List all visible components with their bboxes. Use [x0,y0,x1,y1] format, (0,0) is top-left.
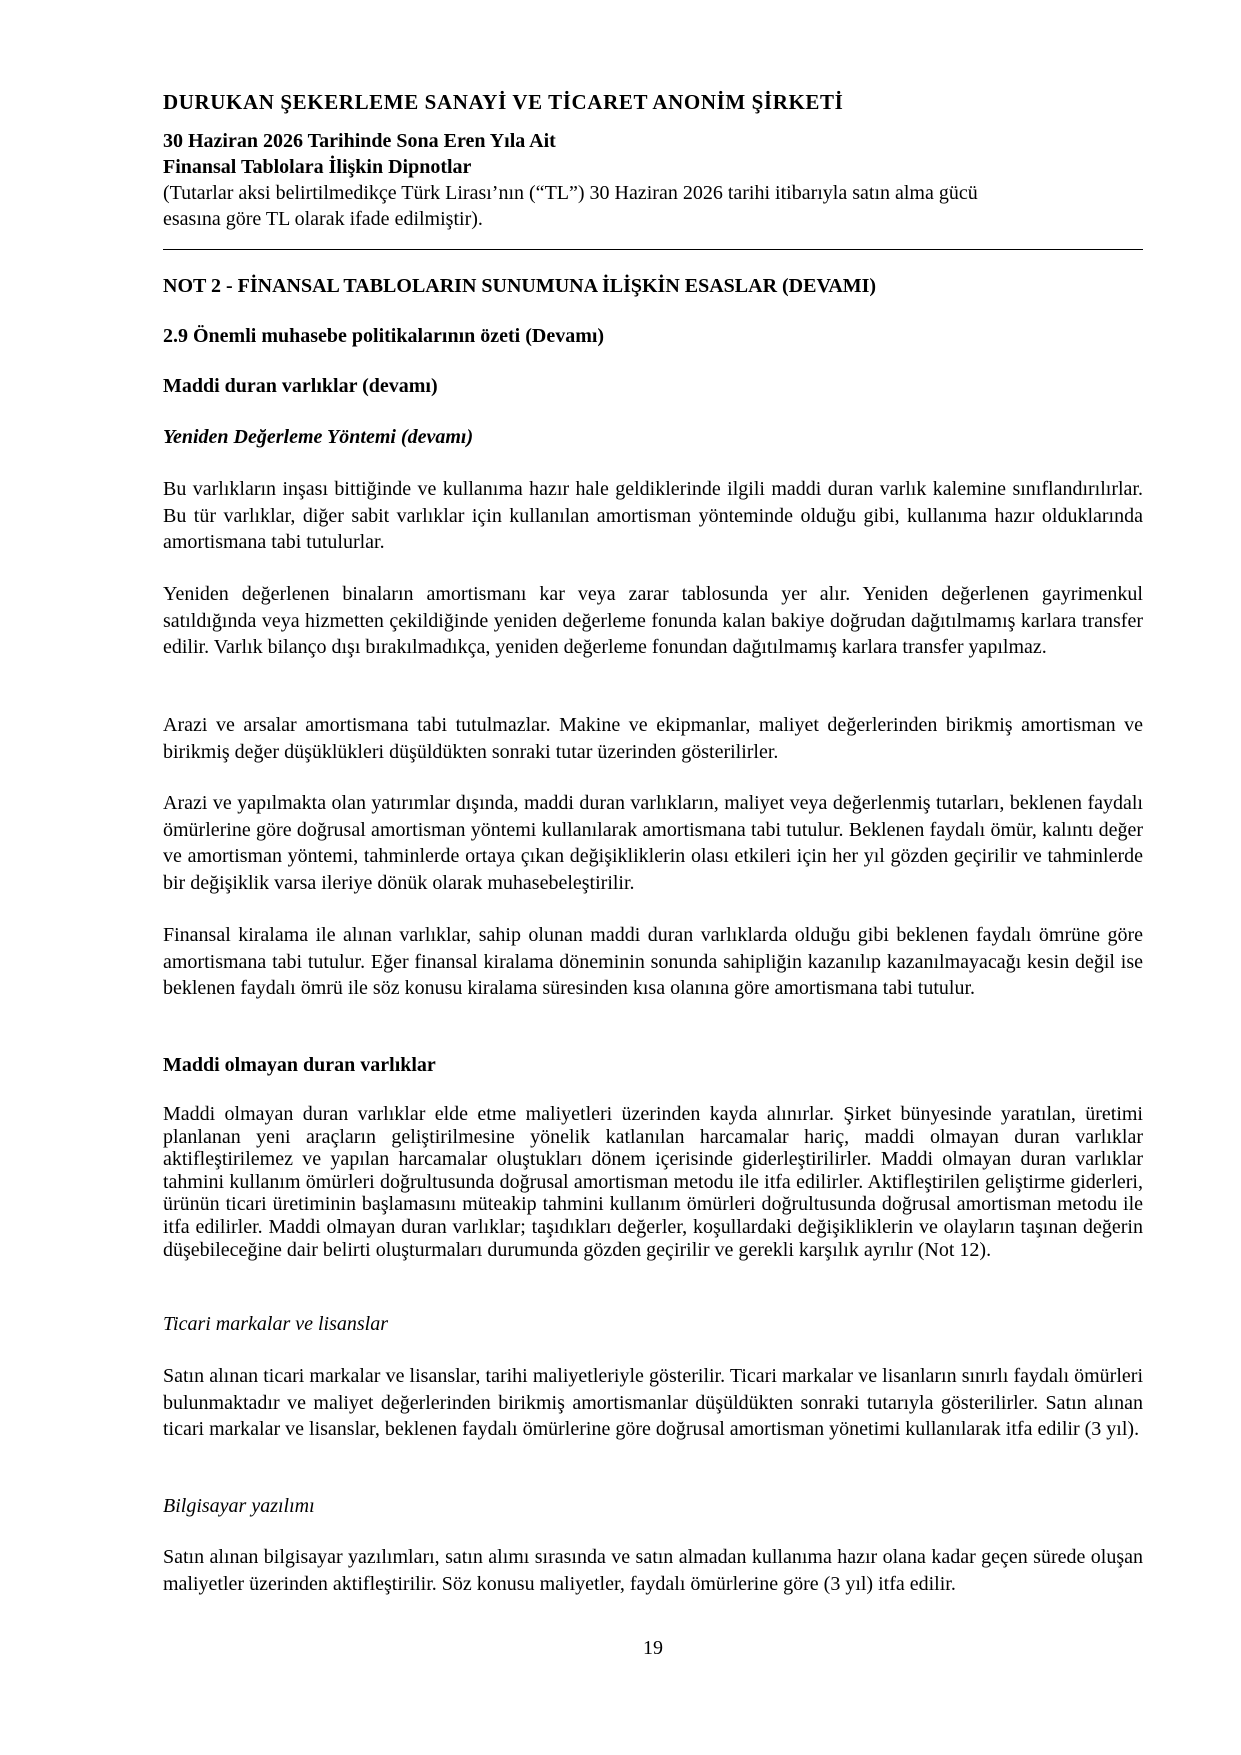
report-period: 30 Haziran 2026 Tarihinde Sona Eren Yıla Ait [163,130,556,152]
notes-title: Finansal Tablolara İlişkin Dipnotlar [163,156,472,178]
tangible-assets-title: Maddi duran varlıklar (devamı) [163,375,438,397]
currency-note-line2: esasına göre TL olarak ifade edilmiştir). [163,208,483,230]
header-divider [163,249,1143,250]
page-number: 19 [643,1637,663,1659]
note-title: NOT 2 - FİNANSAL TABLOLARIN SUNUMUNA İLİŞKİN ESASLAR (DEVAMI) [163,275,877,297]
paragraph-finance-lease: Finansal kiralama ile alınan varlıklar, sahip olunan maddi duran varlıklarda olduğu gibi beklenen faydalı ömrüne göre amortismana tabi tutulur. Eğer finansal kiralama döneminin sonunda sahipliğin kazanılıp kazanılmayacağı kesin değil ise beklenen faydalı ömrü ile söz konusu kiralama süresinden kısa olanına göre amortismana tabi tutulur. [163,924,1143,999]
currency-note-line1: (Tutarlar aksi belirtilmedikçe Türk Lirası’nın (“TL”) 30 Haziran 2026 tarihi itibarıyla satın alma gücü [163,182,978,204]
revaluation-title: Yeniden Değerleme Yöntemi (devamı) [163,426,474,448]
paragraph-trademarks: Satın alınan ticari markalar ve lisanslar, tarihi maliyetleriyle gösterilir. Ticari markalar ve lisanların sınırlı faydalı ömürleri bulunmaktadır ve maliyet değerlerinden birikmiş amortismanlar düşüldükten sonraki tutarıyla gösterilirler. Satın alınan ticari markalar ve lisanslar, beklenen faydalı ömürlerine göre doğrusal amortisman yönetimi kullanılarak itfa edilir (3 yıl). [163,1365,1143,1440]
paragraph-land-machinery: Arazi ve arsalar amortismana tabi tutulmazlar. Makine ve ekipmanlar, maliyet değerlerinden birikmiş amortisman ve birikmiş değer düşüklükleri düşüldükten sonraki tutar üzerinden gösterilirler. [163,714,1143,763]
company-name: DURUKAN ŞEKERLEME SANAYİ VE TİCARET ANONİM ŞİRKETİ [163,90,844,114]
paragraph-revalued-buildings: Yeniden değerlenen binaların amortismanı kar veya zarar tablosunda yer alır. Yeniden değerlenen gayrimenkul satıldığında veya hizmetten çekildiğinde yeniden değerleme fonunda kalan bakiye doğrudan dağıtılmamış karlara transfer edilir. Varlık bilanço dışı bırakılmadıkça, yeniden değerleme fonundan dağıtılmamış karlara transfer yapılmaz. [163,583,1143,658]
paragraph-intangible: Maddi olmayan duran varlıklar elde etme maliyetleri üzerinden kayda alınırlar. Şirket bünyesinde yaratılan, üretimi planlanan yeni araçların geliştirilmesine yönelik katlanılan harcamalar hariç, maddi olmayan duran varlıklar aktifleştirilemez ve yapılan harcamalar oluştukları dönem içerisinde giderleştirilirler. Maddi olmayan duran varlıklar tahmini kullanım ömürleri doğrultusunda doğrusal amortisman metodu ile itfa edilirler. Aktifleştirilen geliştirme giderleri, ürünün ticari üretiminin başlamasını müteakip tahmini kullanım ömürleri doğrultusunda doğrusal amortisman metodu ile itfa edilirler. Maddi olmayan duran varlıklar; taşıdıkları değerler, koşullardaki değişikliklerin ve olayların taşınan değerin düşebileceğine dair belirti oluşturmaları durumunda gözden geçirilir ve gerekli karşılık ayrılır (Not 12). [163,1103,1143,1261]
paragraph-construction: Bu varlıkların inşası bittiğinde ve kullanıma hazır hale geldiklerinde ilgili maddi duran varlık kalemine sınıflandırılırlar. Bu tür varlıklar, diğer sabit varlıklar için kullanılan amortisman yönteminde olduğu gibi, kullanıma hazır olduklarında amortismana tabi tutulurlar. [163,478,1143,553]
subsection-title: 2.9 Önemli muhasebe politikalarının özeti (Devamı) [163,325,605,347]
paragraph-software: Satın alınan bilgisayar yazılımları, satın alımı sırasında ve satın almadan kullanıma hazır olana kadar geçen sürede oluşan maliyetler üzerinden aktifleştirilir. Söz konusu maliyetler, faydalı ömürlerine göre (3 yıl) itfa edilir. [163,1546,1143,1595]
intangible-assets-title: Maddi olmayan duran varlıklar [163,1054,436,1076]
paragraph-depreciation: Arazi ve yapılmakta olan yatırımlar dışında, maddi duran varlıkların, maliyet veya değerlenmiş tutarları, beklenen faydalı ömürlerine göre doğrusal amortisman yöntemi kullanılarak amortismana tabi tutulur. Beklenen faydalı ömür, kalıntı değer ve amortisman yöntemi, tahminlerde ortaya çıkan değişikliklerin olası etkileri için her yıl gözden geçirilir ve tahminlerde bir değişiklik varsa ileriye dönük olarak muhasebeleştirilir. [163,792,1143,894]
trademarks-title: Ticari markalar ve lisanslar [163,1313,389,1335]
software-title: Bilgisayar yazılımı [163,1495,315,1517]
